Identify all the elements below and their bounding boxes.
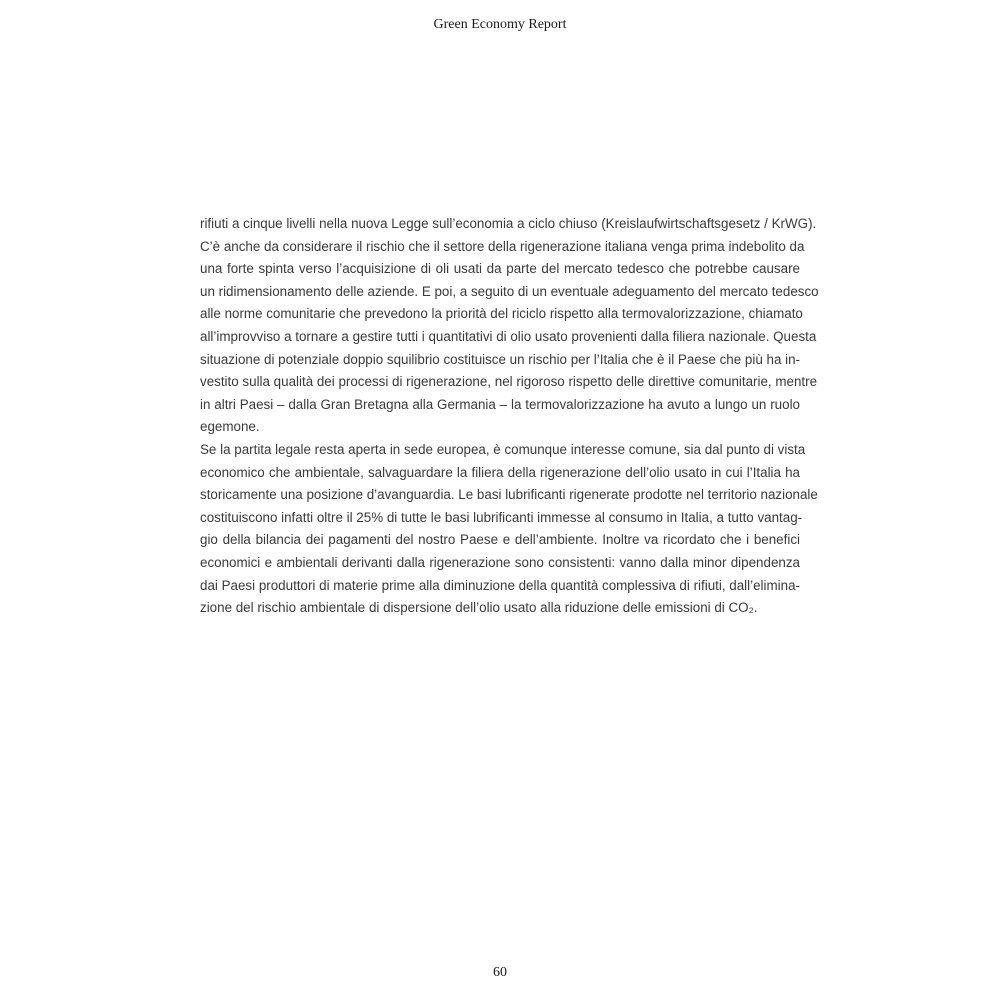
text-line: Se la partita legale resta aperta in sede europea, è comunque interesse comune, sia dal punto di vista [200, 441, 806, 457]
text-line: economici e ambientali derivanti dalla rigenerazione sono consistenti: vanno dalla minor dipendenza [200, 554, 800, 570]
text-line: dai Paesi produttori di materie prime alla diminuzione della quantità complessiva di rifiuti, dall’elimina- [200, 577, 800, 593]
text-line: rifiuti a cinque livelli nella nuova Legge sull’economia a ciclo chiuso (Kreislaufwirtschaftsgesetz / KrWG). [200, 216, 817, 231]
running-header: Green Economy Report [433, 17, 567, 32]
text-line: egemone. [200, 419, 260, 435]
text-line: in altri Paesi – dalla Gran Bretagna alla Germania – la termovalorizzazione ha avuto a lungo un ruolo [200, 396, 800, 412]
text-line: C’è anche da considerare il rischio che il settore della rigenerazione italiana venga prima indebolito da [200, 238, 805, 254]
text-line: situazione di potenziale doppio squilibrio costituisce un rischio per l’Italia che è il Paese che più ha in- [200, 351, 800, 367]
text-line: economico che ambientale, salvaguardare la filiera della rigenerazione dell’olio usato in cui l’Italia ha [200, 464, 800, 480]
body-text [200, 213, 819, 620]
text-line: una forte spinta verso l’acquisizione di oli usati da parte del mercato tedesco che potrebbe causare [200, 261, 800, 277]
paragraph-2 [200, 439, 818, 620]
text-line: alle norme comunitarie che prevedono la priorità del riciclo rispetto alla termovalorizzazione, chiamato [200, 306, 803, 322]
text-line: un ridimensionamento delle aziende. E poi, a seguito di un eventuale adeguamento del mercato tedesco [200, 283, 819, 299]
text-line: storicamente una posizione d’avanguardia. Le basi lubrificanti rigenerate prodotte nel territorio nazionale [200, 487, 818, 503]
text-line: vestito sulla qualità dei processi di rigenerazione, nel rigoroso rispetto delle direttive comunitarie, mentre [200, 374, 818, 390]
text-line: costituiscono infatti oltre il 25% di tutte le basi lubrificanti immesse al consumo in Italia, a tutto vantag- [200, 509, 803, 525]
text-line: gio della bilancia dei pagamenti del nostro Paese e dell’ambiente. Inoltre va ricordato che i benefici [200, 532, 800, 548]
paragraph-1 [200, 213, 819, 439]
page-number: 60 [493, 965, 507, 980]
text-line: zione del rischio ambientale di dispersione dell’olio usato alla riduzione delle emissioni di CO₂. [200, 600, 758, 616]
text-line: all’improvviso a tornare a gestire tutti i quantitativi di olio usato provenienti dalla filiera nazionale. Questa [200, 328, 817, 344]
